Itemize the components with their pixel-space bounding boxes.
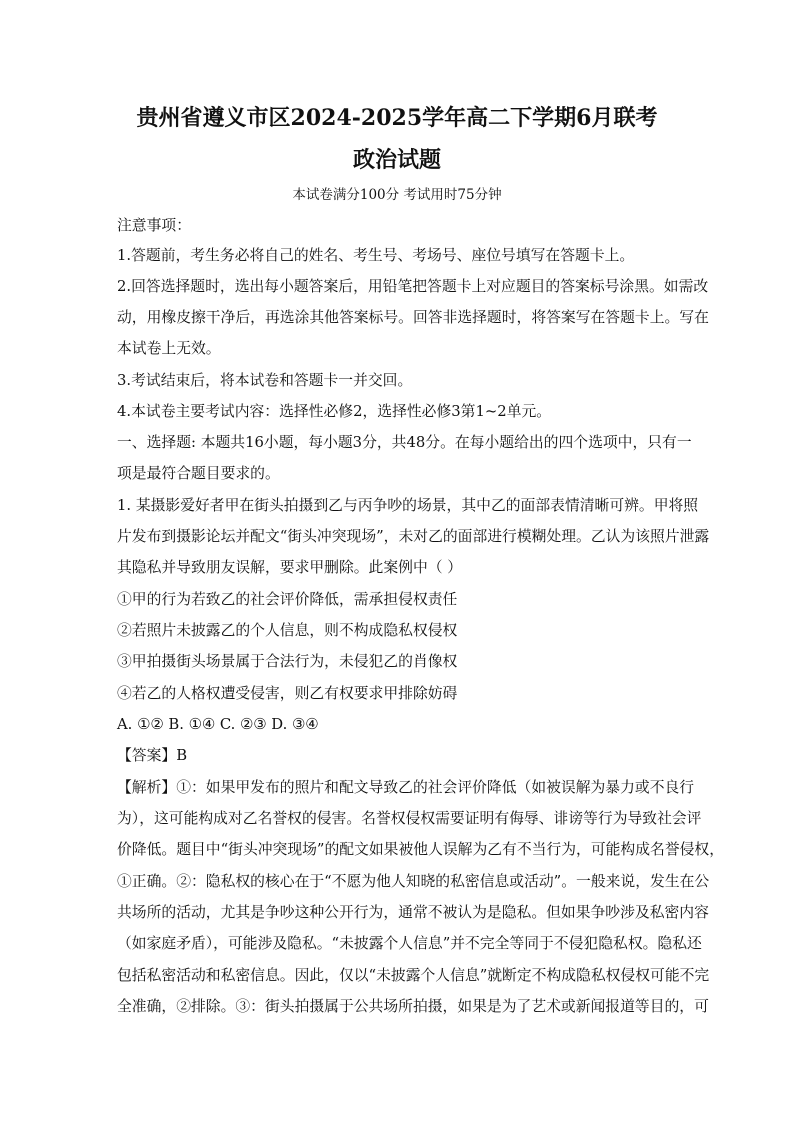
note-line: 3.考试结束后，将本试卷和答题卡一并交回。	[117, 372, 413, 389]
question-stem: 1. 某摄影爱好者甲在街头拍摄到乙与丙争吵的场景，其中乙的面部表情清晰可辨。甲将照	[117, 497, 699, 514]
notes-heading: 注意事项：	[117, 217, 191, 234]
note-line: 动，用橡皮擦干净后，再选涂其他答案标号。回答非选择题时，将答案写在答题卡上。写在	[117, 309, 709, 326]
exam-meta: 本试卷满分100分 考试用时75分钟	[292, 187, 502, 203]
analysis-line: ①正确。②：隐私权的核心在于“不愿为他人知晓的私密信息或活动”。一般来说，发生在公	[117, 873, 710, 890]
answer-options: A. ①② B. ①④ C. ②③ D. ③④	[117, 716, 319, 733]
section-heading: 项是最符合题目要求的。	[117, 465, 280, 482]
document-title: 贵州省遵义市区2024-2025学年高二下学期6月联考	[136, 105, 658, 131]
statement-item: ①甲的行为若致乙的社会评价降低，需承担侵权责任	[117, 591, 458, 608]
question-stem: 其隐私并导致朋友误解，要求甲删除。此案例中（ ）	[117, 559, 463, 576]
document-subject: 政治试题	[352, 147, 441, 173]
note-line: 4.本试卷主要考试内容：选择性必修2，选择性必修3第1~2单元。	[117, 403, 552, 420]
statement-item: ②若照片未披露乙的个人信息，则不构成隐私权侵权	[117, 622, 458, 639]
analysis-line: 为），这可能构成对乙名誉权的侵害。名誉权侵权需要证明有侮辱、诽谤等行为导致社会评	[117, 810, 702, 827]
section-heading: 一、选择题: 本题共16小题，每小题3分，共48分。在每小题给出的四个选项中，只有一	[117, 434, 692, 451]
analysis-line: 【解析】①：如果甲发布的照片和配文导致乙的社会评价降低（如被误解为暴力或不良行	[117, 779, 695, 796]
note-line: 1.答题前，考生务必将自己的姓名、考生号、考场号、座位号填写在答题卡上。	[117, 247, 635, 264]
analysis-line: （如家庭矛盾），可能涉及隐私。“未披露个人信息”并不完全等同于不侵犯隐私权。隐私还	[117, 935, 702, 952]
statement-item: ④若乙的人格权遭受侵害，则乙有权要求甲排除妨碍	[117, 685, 458, 702]
note-line: 2.回答选择题时，选出每小题答案后，用铅笔把答题卡上对应题目的答案标号涂黑。如需改	[117, 278, 709, 295]
note-line: 本试卷上无效。	[117, 340, 221, 357]
analysis-line: 全准确，②排除。③：街头拍摄属于公共场所拍摄，如果是为了艺术或新闻报道等目的，可	[117, 998, 709, 1015]
analysis-line: 价降低。题目中“街头冲突现场”的配文如果被他人误解为乙有不当行为，可能构成名誉侵权，	[117, 841, 725, 858]
question-stem: 片发布到摄影论坛并配文“街头冲突现场”，未对乙的面部进行模糊处理。乙认为该照片泄露	[117, 528, 710, 545]
analysis-line: 包括私密活动和私密信息。因此，仅以“未披露个人信息”就断定不构成隐私权侵权可能不完	[117, 967, 710, 984]
analysis-line: 共场所的活动，尤其是争吵这种公开行为，通常不被认为是隐私。但如果争吵涉及私密内容	[117, 904, 709, 921]
answer-key: 【答案】B	[117, 747, 188, 764]
statement-item: ③甲拍摄街头场景属于合法行为，未侵犯乙的肖像权	[117, 653, 458, 670]
